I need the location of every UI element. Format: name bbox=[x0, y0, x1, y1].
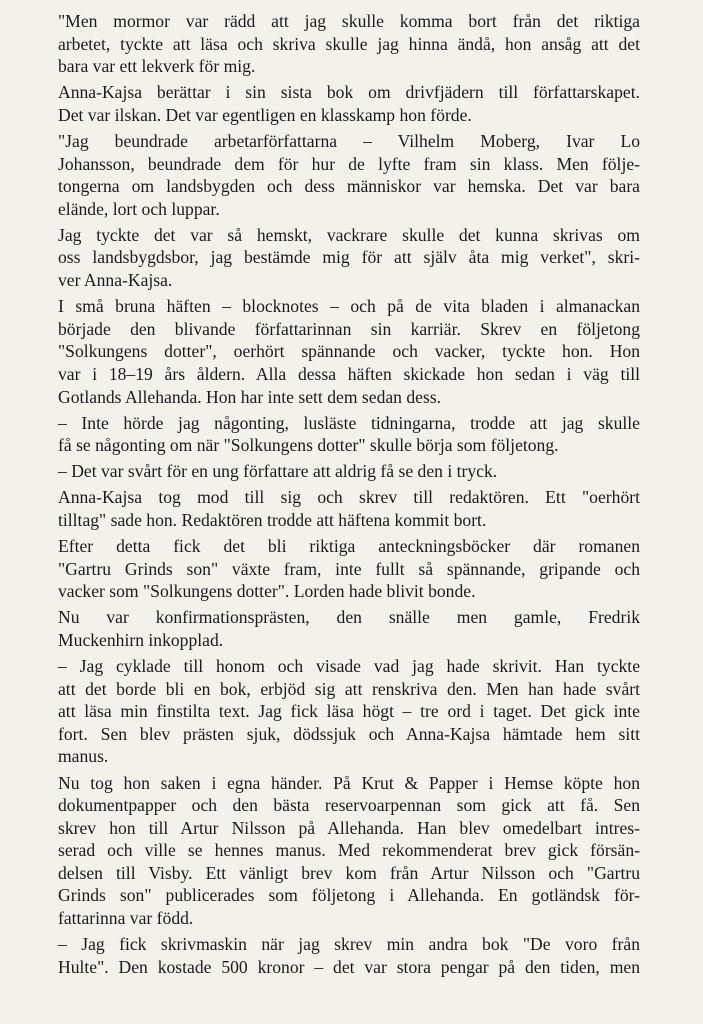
text-line: "Men mormor var rädd att jag skulle komma bort från det riktiga bbox=[58, 11, 640, 31]
text-line: Muckenhirn inkopplad. bbox=[58, 629, 224, 650]
text-line: manus. bbox=[58, 746, 109, 767]
text-line: "Jag beundrade arbetarförfattarna – Vilhelm Moberg, Ivar Lo bbox=[58, 130, 640, 151]
paragraph bbox=[58, 460, 640, 483]
paragraph bbox=[58, 772, 640, 930]
text-line: fort. Sen blev prästen sjuk, dödssjuk och Anna-Kajsa hämtade hem sitt bbox=[58, 723, 640, 744]
text-line: I små bruna häften – blocknotes – och på de vita bladen i almanackan bbox=[58, 296, 640, 317]
paragraph bbox=[58, 486, 640, 531]
text-line: – Inte hörde jag någonting, lusläste tidningarna, trodde att jag skulle bbox=[58, 412, 640, 433]
paragraph bbox=[58, 412, 640, 457]
text-line: bara var ett lekverk för mig. bbox=[58, 56, 256, 77]
text-line: att läsa min finstilta text. Jag fick läsa högt – tre ord i taget. Det gick inte bbox=[58, 701, 640, 722]
text-line: vacker som "Solkungens dotter". Lorden hade blivit bonde. bbox=[58, 581, 476, 602]
text-line: tilltag" sade hon. Redaktören trodde att häftena kommit bort. bbox=[58, 509, 487, 530]
text-line: "Gartru Grinds son" växte fram, inte fullt så spännande, gripande och bbox=[58, 558, 640, 579]
text-line: att det borde bli en bok, erbjöd sig att renskriva den. Men han hade svårt bbox=[58, 678, 640, 699]
text-line: dokumentpapper och den bästa reservoarpennan som gick att få. Sen bbox=[58, 795, 640, 816]
text-line: Grinds son" publicerades som följetong i Allehanda. En gotländsk för- bbox=[58, 885, 640, 906]
text-line: ver Anna-Kajsa. bbox=[58, 270, 173, 291]
paragraph bbox=[58, 224, 640, 292]
body-text bbox=[58, 10, 640, 982]
text-line: tongerna om landsbygden och dess människor var hemska. Det var bara bbox=[58, 176, 640, 197]
text-line: började den blivande författarinnan sin karriär. Skrev en följetong bbox=[58, 318, 640, 339]
text-line: "Solkungens dotter", oerhört spännande och vacker, tyckte hon. Hon bbox=[58, 341, 640, 362]
text-line: – Jag cyklade till honom och visade vad jag hade skrivit. Han tyckte bbox=[58, 656, 640, 677]
paragraph bbox=[58, 606, 640, 651]
text-line: Det var ilskan. Det var egentligen en klasskamp hon förde. bbox=[58, 104, 472, 125]
text-line: delsen till Visby. Ett vänligt brev kom från Artur Nilsson och "Gartru bbox=[58, 862, 640, 883]
text-line: arbetet, tyckte att läsa och skriva skulle jag hinna ändå, hon ansåg att det bbox=[58, 33, 640, 54]
paragraph bbox=[58, 535, 640, 603]
text-line: Johansson, beundrade dem för hur de lyfte fram sin klass. Men följe- bbox=[58, 153, 640, 174]
paragraph bbox=[58, 130, 640, 220]
text-line: serad och ville se hennes manus. Med rekommenderat brev gick försän- bbox=[58, 840, 640, 861]
text-line: Anna-Kajsa berättar i sin sista bok om drivfjädern till författarskapet. bbox=[58, 82, 640, 103]
paragraph bbox=[58, 81, 640, 126]
text-line: elände, lort och luppar. bbox=[58, 198, 220, 219]
text-line: Nu var konfirmationsprästen, den snälle men gamle, Fredrik bbox=[58, 607, 640, 628]
text-line: Efter detta fick det bli riktiga anteckningsböcker där romanen bbox=[58, 536, 640, 557]
paragraph bbox=[58, 655, 640, 768]
text-line: fattarinna var född. bbox=[58, 908, 194, 929]
text-line: Jag tyckte det var så hemskt, vackrare skulle det kunna skrivas om bbox=[58, 224, 640, 245]
text-line: Nu tog hon saken i egna händer. På Krut & Papper i Hemse köpte hon bbox=[58, 772, 640, 793]
paragraph bbox=[58, 10, 640, 78]
text-line: var i 18–19 års åldern. Alla dessa häften skickade hon sedan i väg till bbox=[58, 363, 640, 384]
paragraph bbox=[58, 933, 640, 978]
text-line: få se någonting om när "Solkungens dotter" skulle börja som följetong. bbox=[58, 435, 559, 456]
text-line: – Det var svårt för en ung författare att aldrig få se den i tryck. bbox=[58, 461, 498, 482]
text-line: Anna-Kajsa tog mod till sig och skrev till redaktören. Ett "oerhört bbox=[58, 487, 640, 508]
text-line: Gotlands Allehanda. Hon har inte sett dem sedan dess. bbox=[58, 386, 442, 407]
text-line: skrev hon till Artur Nilsson på Allehanda. Han blev omedelbart intres- bbox=[58, 817, 640, 838]
paragraph bbox=[58, 295, 640, 408]
text-line: oss landsbygdsbor, jag bestämde mig för att själv åta mig verket", skri- bbox=[58, 247, 640, 268]
text-line: – Jag fick skrivmaskin när jag skrev min andra bok "De voro från bbox=[58, 934, 640, 955]
text-line: Hulte". Den kostade 500 kronor – det var stora pengar på den tiden, men bbox=[58, 956, 640, 977]
